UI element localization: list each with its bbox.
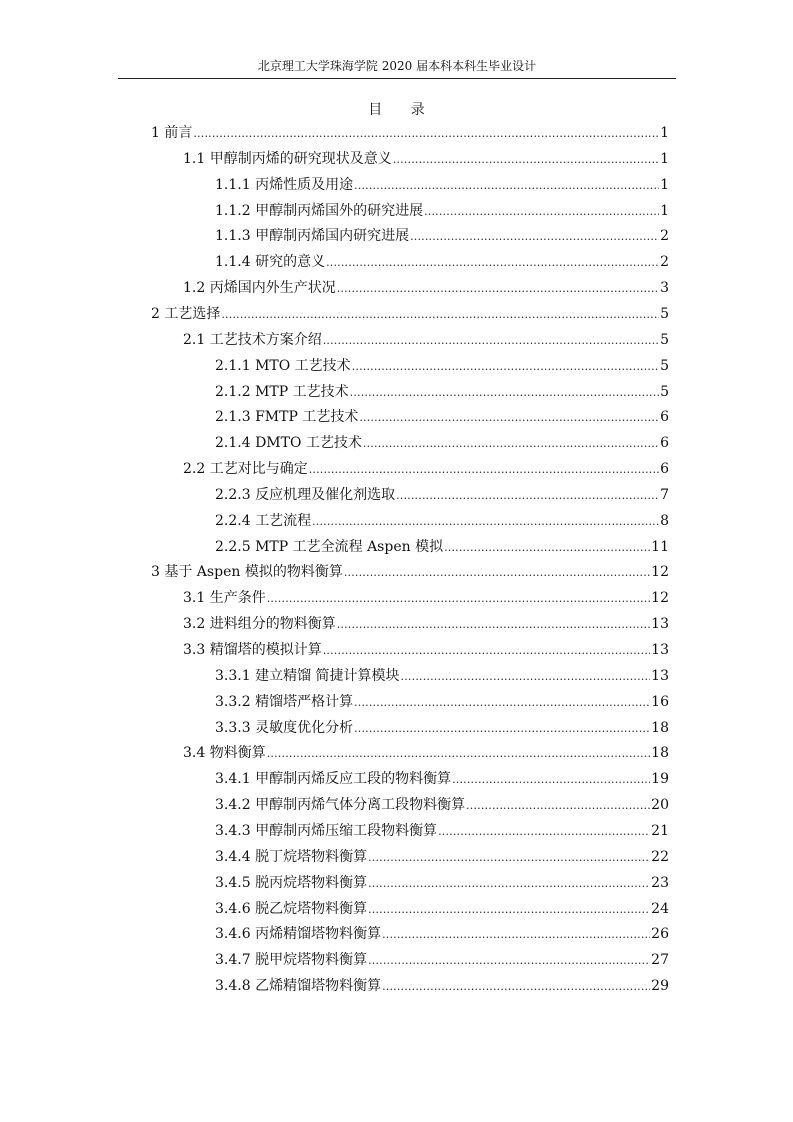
toc-entry[interactable] [183,614,669,634]
toc-dot-leader [354,719,650,739]
toc-dot-leader [368,951,650,971]
toc-dot-leader [326,253,659,273]
toc-entry-label: 1.1 甲醇制丙烯的研究现状及意义 [183,151,392,167]
toc-dot-leader [393,150,659,170]
toc-entry-page: 22 [651,849,669,865]
toc-entry-page: 23 [651,875,669,891]
toc-dot-leader [337,615,650,635]
toc-title: 目 录 [368,102,437,118]
toc-entry-label: 2.2.5 MTP 工艺全流程 Aspen 模拟 [215,539,444,555]
toc-entry-page: 1 [660,125,669,141]
toc-entry-page: 20 [651,797,669,813]
toc-entry[interactable] [183,330,669,350]
toc-entry-page: 13 [651,642,669,658]
toc-entry-label: 3.4.8 乙烯精馏塔物料衡算 [215,978,382,994]
toc-dot-leader [309,460,659,480]
toc-entry[interactable] [215,795,669,815]
toc-entry[interactable] [215,976,669,996]
toc-entry-label: 3.4.5 脱丙烷塔物料衡算 [215,875,368,891]
toc-entry-label: 2.2.3 反应机理及催化剂选取 [215,487,396,503]
toc-entry[interactable] [215,537,669,557]
toc-entry[interactable] [215,821,669,841]
toc-dot-leader [396,486,659,506]
toc-entry-page: 8 [660,513,669,529]
toc-entry[interactable] [183,278,669,298]
toc-entry-label: 3.4.2 甲醇制丙烯气体分离工段物料衡算 [215,797,466,813]
toc-dot-leader [221,305,659,325]
toc-entry-page: 6 [660,435,669,451]
toc-entry-label: 1.1.4 研究的意义 [215,254,326,270]
toc-entry-page: 5 [660,358,669,374]
toc-entry-page: 7 [660,487,669,503]
toc-entry[interactable] [215,692,669,712]
toc-entry[interactable] [151,123,669,143]
toc-dot-leader [337,279,659,299]
toc-dot-leader [267,589,650,609]
toc-entry-page: 27 [651,952,669,968]
toc-dot-leader [352,357,659,377]
toc-entry-page: 12 [651,564,669,580]
toc-dot-leader [410,227,659,247]
toc-entry-label: 1.2 丙烯国内外生产状况 [183,280,336,296]
toc-dot-leader [267,744,650,764]
toc-entry-page: 16 [651,694,669,710]
toc-entry-page: 11 [651,539,669,555]
toc-entry-label: 3.4.4 脱丁烷塔物料衡算 [215,849,368,865]
toc-entry-label: 3.1 生产条件 [183,590,266,606]
toc-dot-leader [368,900,650,920]
toc-entry-label: 3.3 精馏塔的模拟计算 [183,642,322,658]
toc-entry-page: 6 [660,409,669,425]
toc-dot-leader [323,331,659,351]
toc-entry[interactable] [215,407,669,427]
toc-entry[interactable] [215,175,669,195]
toc-dot-leader [466,796,650,816]
toc-entry-page: 5 [660,384,669,400]
toc-dot-leader [424,202,659,222]
toc-entry-label: 1.1.1 丙烯性质及用途 [215,177,354,193]
toc-entry-label: 2.2.4 工艺流程 [215,513,312,529]
toc-entry-label: 3.3.1 建立精馏 简捷计算模块 [215,668,400,684]
toc-entry-page: 12 [651,590,669,606]
toc-entry[interactable] [183,743,669,763]
toc-dot-leader [368,874,650,894]
toc-entry-page: 13 [651,668,669,684]
toc-entry-page: 3 [660,280,669,296]
toc-entry-label: 2.1.3 FMTP 工艺技术 [215,409,359,425]
toc-dot-leader [444,538,650,558]
toc-entry-page: 18 [651,720,669,736]
toc-entry-label: 3.4.3 甲醇制丙烯压缩工段物料衡算 [215,823,438,839]
toc-entry[interactable] [215,950,669,970]
toc-entry-label: 3.4.6 脱乙烷塔物料衡算 [215,901,368,917]
toc-entry-page: 1 [660,203,669,219]
toc-dot-leader [438,822,650,842]
toc-entry-page: 24 [651,901,669,917]
toc-entry[interactable] [183,149,669,169]
toc-dot-leader [363,434,659,454]
toc-entry-label: 2.1.1 MTO 工艺技术 [215,358,351,374]
toc-entry[interactable] [151,562,669,582]
toc-entry[interactable] [215,666,669,686]
running-header: 北京理工大学珠海学院 2020 届本科本科生毕业设计 [257,59,537,73]
toc-dot-leader [354,693,650,713]
toc-entry[interactable] [183,640,669,660]
toc-entry[interactable] [215,769,669,789]
toc-dot-leader [344,563,650,583]
toc-entry-page: 5 [660,332,669,348]
toc-entry-page: 19 [651,771,669,787]
toc-dot-leader [359,408,659,428]
toc-entry[interactable] [215,847,669,867]
toc-entry-page: 6 [660,461,669,477]
toc-entry-label: 3.4.7 脱甲烷塔物料衡算 [215,952,368,968]
toc-entry[interactable] [215,924,669,944]
toc-entry-page: 2 [660,254,669,270]
toc-dot-leader [382,925,650,945]
toc-entry-page: 26 [651,926,669,942]
toc-entry-label: 2.2 工艺对比与确定 [183,461,308,477]
toc-entry[interactable] [215,873,669,893]
toc-entry-label: 3.4 物料衡算 [183,745,266,761]
toc-entry-page: 13 [651,616,669,632]
toc-entry[interactable] [183,588,669,608]
toc-dot-leader [401,667,651,687]
toc-entry[interactable] [215,433,669,453]
toc-dot-leader [193,124,659,144]
toc-entry[interactable] [183,459,669,479]
toc-entry-label: 2 工艺选择 [151,306,221,322]
toc-dot-leader [354,176,659,196]
toc-dot-leader [323,641,650,661]
toc-entry-label: 3.3.2 精馏塔严格计算 [215,694,354,710]
toc-entry-page: 1 [660,151,669,167]
toc-entry[interactable] [215,201,669,221]
toc-dot-leader [452,770,650,790]
toc-entry[interactable] [215,899,669,919]
toc-entry[interactable] [215,356,669,376]
toc-entry[interactable] [215,718,669,738]
toc-dot-leader [382,977,650,997]
toc-entry-page: 5 [660,306,669,322]
toc-entry-label: 3.2 进料组分的物料衡算 [183,616,336,632]
toc-entry[interactable] [215,252,669,272]
toc-entry-page: 29 [651,978,669,994]
toc-entry[interactable] [151,304,669,324]
toc-entry[interactable] [215,226,669,246]
toc-entry-label: 1.1.2 甲醇制丙烯国外的研究进展 [215,203,424,219]
toc-entry-label: 3.3.3 灵敏度优化分析 [215,720,354,736]
toc-entry-label: 2.1.2 MTP 工艺技术 [215,384,349,400]
toc-entry[interactable] [215,382,669,402]
toc-entry[interactable] [215,485,669,505]
toc-entry-label: 1 前言 [151,125,193,141]
toc-entry-page: 18 [651,745,669,761]
toc-entry-label: 2.1 工艺技术方案介绍 [183,332,322,348]
toc-dot-leader [312,512,659,532]
toc-entry-page: 2 [660,228,669,244]
toc-entry-page: 21 [651,823,669,839]
toc-entry[interactable] [215,511,669,531]
toc-entry-page: 1 [660,177,669,193]
toc-entry-label: 3.4.6 丙烯精馏塔物料衡算 [215,926,382,942]
header-rule [118,78,676,79]
toc-entry-label: 3 基于 Aspen 模拟的物料衡算 [151,564,343,580]
toc-entry-label: 3.4.1 甲醇制丙烯反应工段的物料衡算 [215,771,452,787]
toc-dot-leader [368,848,650,868]
toc-dot-leader [350,383,659,403]
toc-entry-label: 2.1.4 DMTO 工艺技术 [215,435,362,451]
toc-entry-label: 1.1.3 甲醇制丙烯国内研究进展 [215,228,410,244]
